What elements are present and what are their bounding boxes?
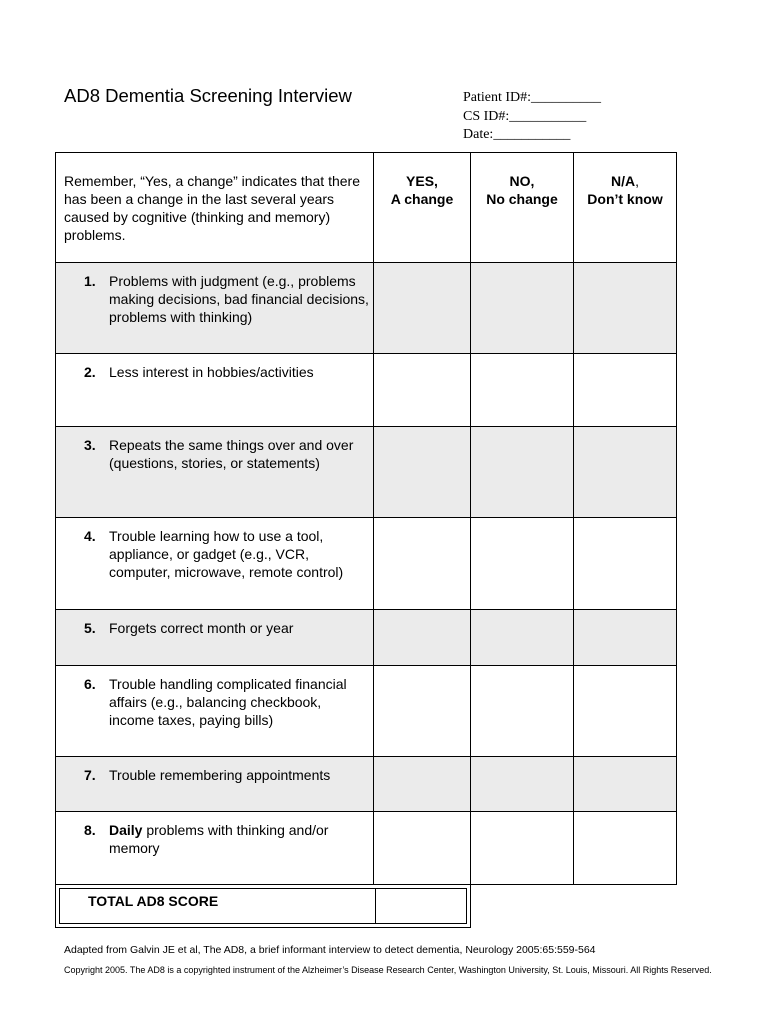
question-row-1 (56, 263, 677, 354)
total-score-label: TOTAL AD8 SCORE (88, 893, 219, 909)
answer-yes-cell[interactable] (374, 427, 471, 518)
question-emphasis: Daily (109, 822, 143, 838)
answer-yes-cell[interactable] (374, 666, 471, 757)
patient-info-block (463, 89, 601, 145)
question-text: Repeats the same things over and over (questions, stories, or statements) (109, 437, 354, 471)
no-change-label: No change (486, 191, 558, 207)
total-score-divider (375, 889, 376, 923)
answer-no-cell[interactable] (471, 427, 574, 518)
question-cell (56, 263, 374, 354)
question-text: Problems with judgment (e.g., problems making decisions, bad financial decisions, problems with thinking) (109, 273, 369, 325)
question-number: 3. (84, 437, 96, 453)
a-change-label: A change (390, 191, 454, 207)
question-cell (56, 757, 374, 812)
question-row-6 (56, 666, 677, 757)
question-text: Trouble remembering appointments (109, 767, 331, 783)
intro-instructions: Remember, “Yes, a change” indicates that there has been a change in the last several years caused by cognitive (thinking and memory) problems. (56, 153, 374, 263)
answer-no-cell[interactable] (471, 610, 574, 666)
no-label: NO, (509, 173, 535, 189)
form-title: AD8 Dementia Screening Interview (64, 85, 352, 106)
question-number: 6. (84, 676, 96, 692)
citation-text: Adapted from Galvin JE et al, The AD8, a brief informant interview to detect dementia, Neurology 2005:65:559-564 (64, 944, 596, 956)
answer-yes-cell[interactable] (374, 610, 471, 666)
header-row (56, 153, 677, 263)
answer-na-cell[interactable] (574, 757, 677, 812)
question-text: Trouble learning how to use a tool, appliance, or gadget (e.g., VCR, computer, microwave, remote control) (109, 528, 344, 580)
answer-no-cell[interactable] (471, 263, 574, 354)
na-label: N/A (610, 173, 636, 189)
question-number: 1. (84, 273, 96, 289)
question-cell (56, 610, 374, 666)
question-row-7 (56, 757, 677, 812)
question-cell (56, 427, 374, 518)
question-text: Trouble handling complicated financial affairs (e.g., balancing checkbook, income taxes, paying bills) (109, 676, 347, 728)
question-cell (56, 518, 374, 610)
answer-no-cell[interactable] (471, 812, 574, 885)
answer-no-cell[interactable] (471, 666, 574, 757)
answer-yes-cell[interactable] (374, 263, 471, 354)
total-score-inner (59, 888, 467, 924)
question-row-2 (56, 354, 677, 427)
question-cell (56, 812, 374, 885)
question-number: 7. (84, 767, 96, 783)
yes-label: YES, (406, 173, 438, 189)
cs-id-field[interactable]: CS ID#:___________ (463, 108, 587, 124)
column-header-yes (374, 153, 471, 263)
question-cell (56, 354, 374, 427)
ad8-questionnaire-table (55, 152, 677, 885)
question-number: 5. (84, 620, 96, 636)
answer-yes-cell[interactable] (374, 757, 471, 812)
question-number: 4. (84, 528, 96, 544)
dont-know-label: Don’t know (587, 191, 663, 207)
patient-id-field[interactable]: Patient ID#:__________ (463, 90, 602, 105)
answer-na-cell[interactable] (574, 518, 677, 610)
answer-no-cell[interactable] (471, 354, 574, 427)
question-text: Forgets correct month or year (109, 620, 294, 636)
copyright-text: Copyright 2005. The AD8 is a copyrighted instrument of the Alzheimer’s Disease Research Center, Washington University, St. Louis, Missouri. All Rights Reserved. (64, 965, 712, 975)
question-number: 2. (84, 364, 96, 380)
date-field[interactable]: Date:___________ (463, 127, 571, 142)
question-cell (56, 666, 374, 757)
answer-na-cell[interactable] (574, 263, 677, 354)
column-header-no (471, 153, 574, 263)
question-number: 8. (84, 822, 96, 838)
answer-yes-cell[interactable] (374, 812, 471, 885)
na-comma: , (635, 173, 639, 189)
answer-na-cell[interactable] (574, 812, 677, 885)
question-row-4 (56, 518, 677, 610)
answer-na-cell[interactable] (574, 666, 677, 757)
answer-no-cell[interactable] (471, 757, 574, 812)
question-text: Less interest in hobbies/activities (109, 364, 314, 380)
question-row-5 (56, 610, 677, 666)
answer-yes-cell[interactable] (374, 354, 471, 427)
question-row-8 (56, 812, 677, 885)
answer-na-cell[interactable] (574, 610, 677, 666)
answer-yes-cell[interactable] (374, 518, 471, 610)
question-text: problems with thinking and/or memory (109, 822, 329, 856)
question-row-3 (56, 427, 677, 518)
column-header-na (574, 153, 677, 263)
answer-no-cell[interactable] (471, 518, 574, 610)
answer-na-cell[interactable] (574, 354, 677, 427)
answer-na-cell[interactable] (574, 427, 677, 518)
total-score-box (55, 884, 471, 928)
